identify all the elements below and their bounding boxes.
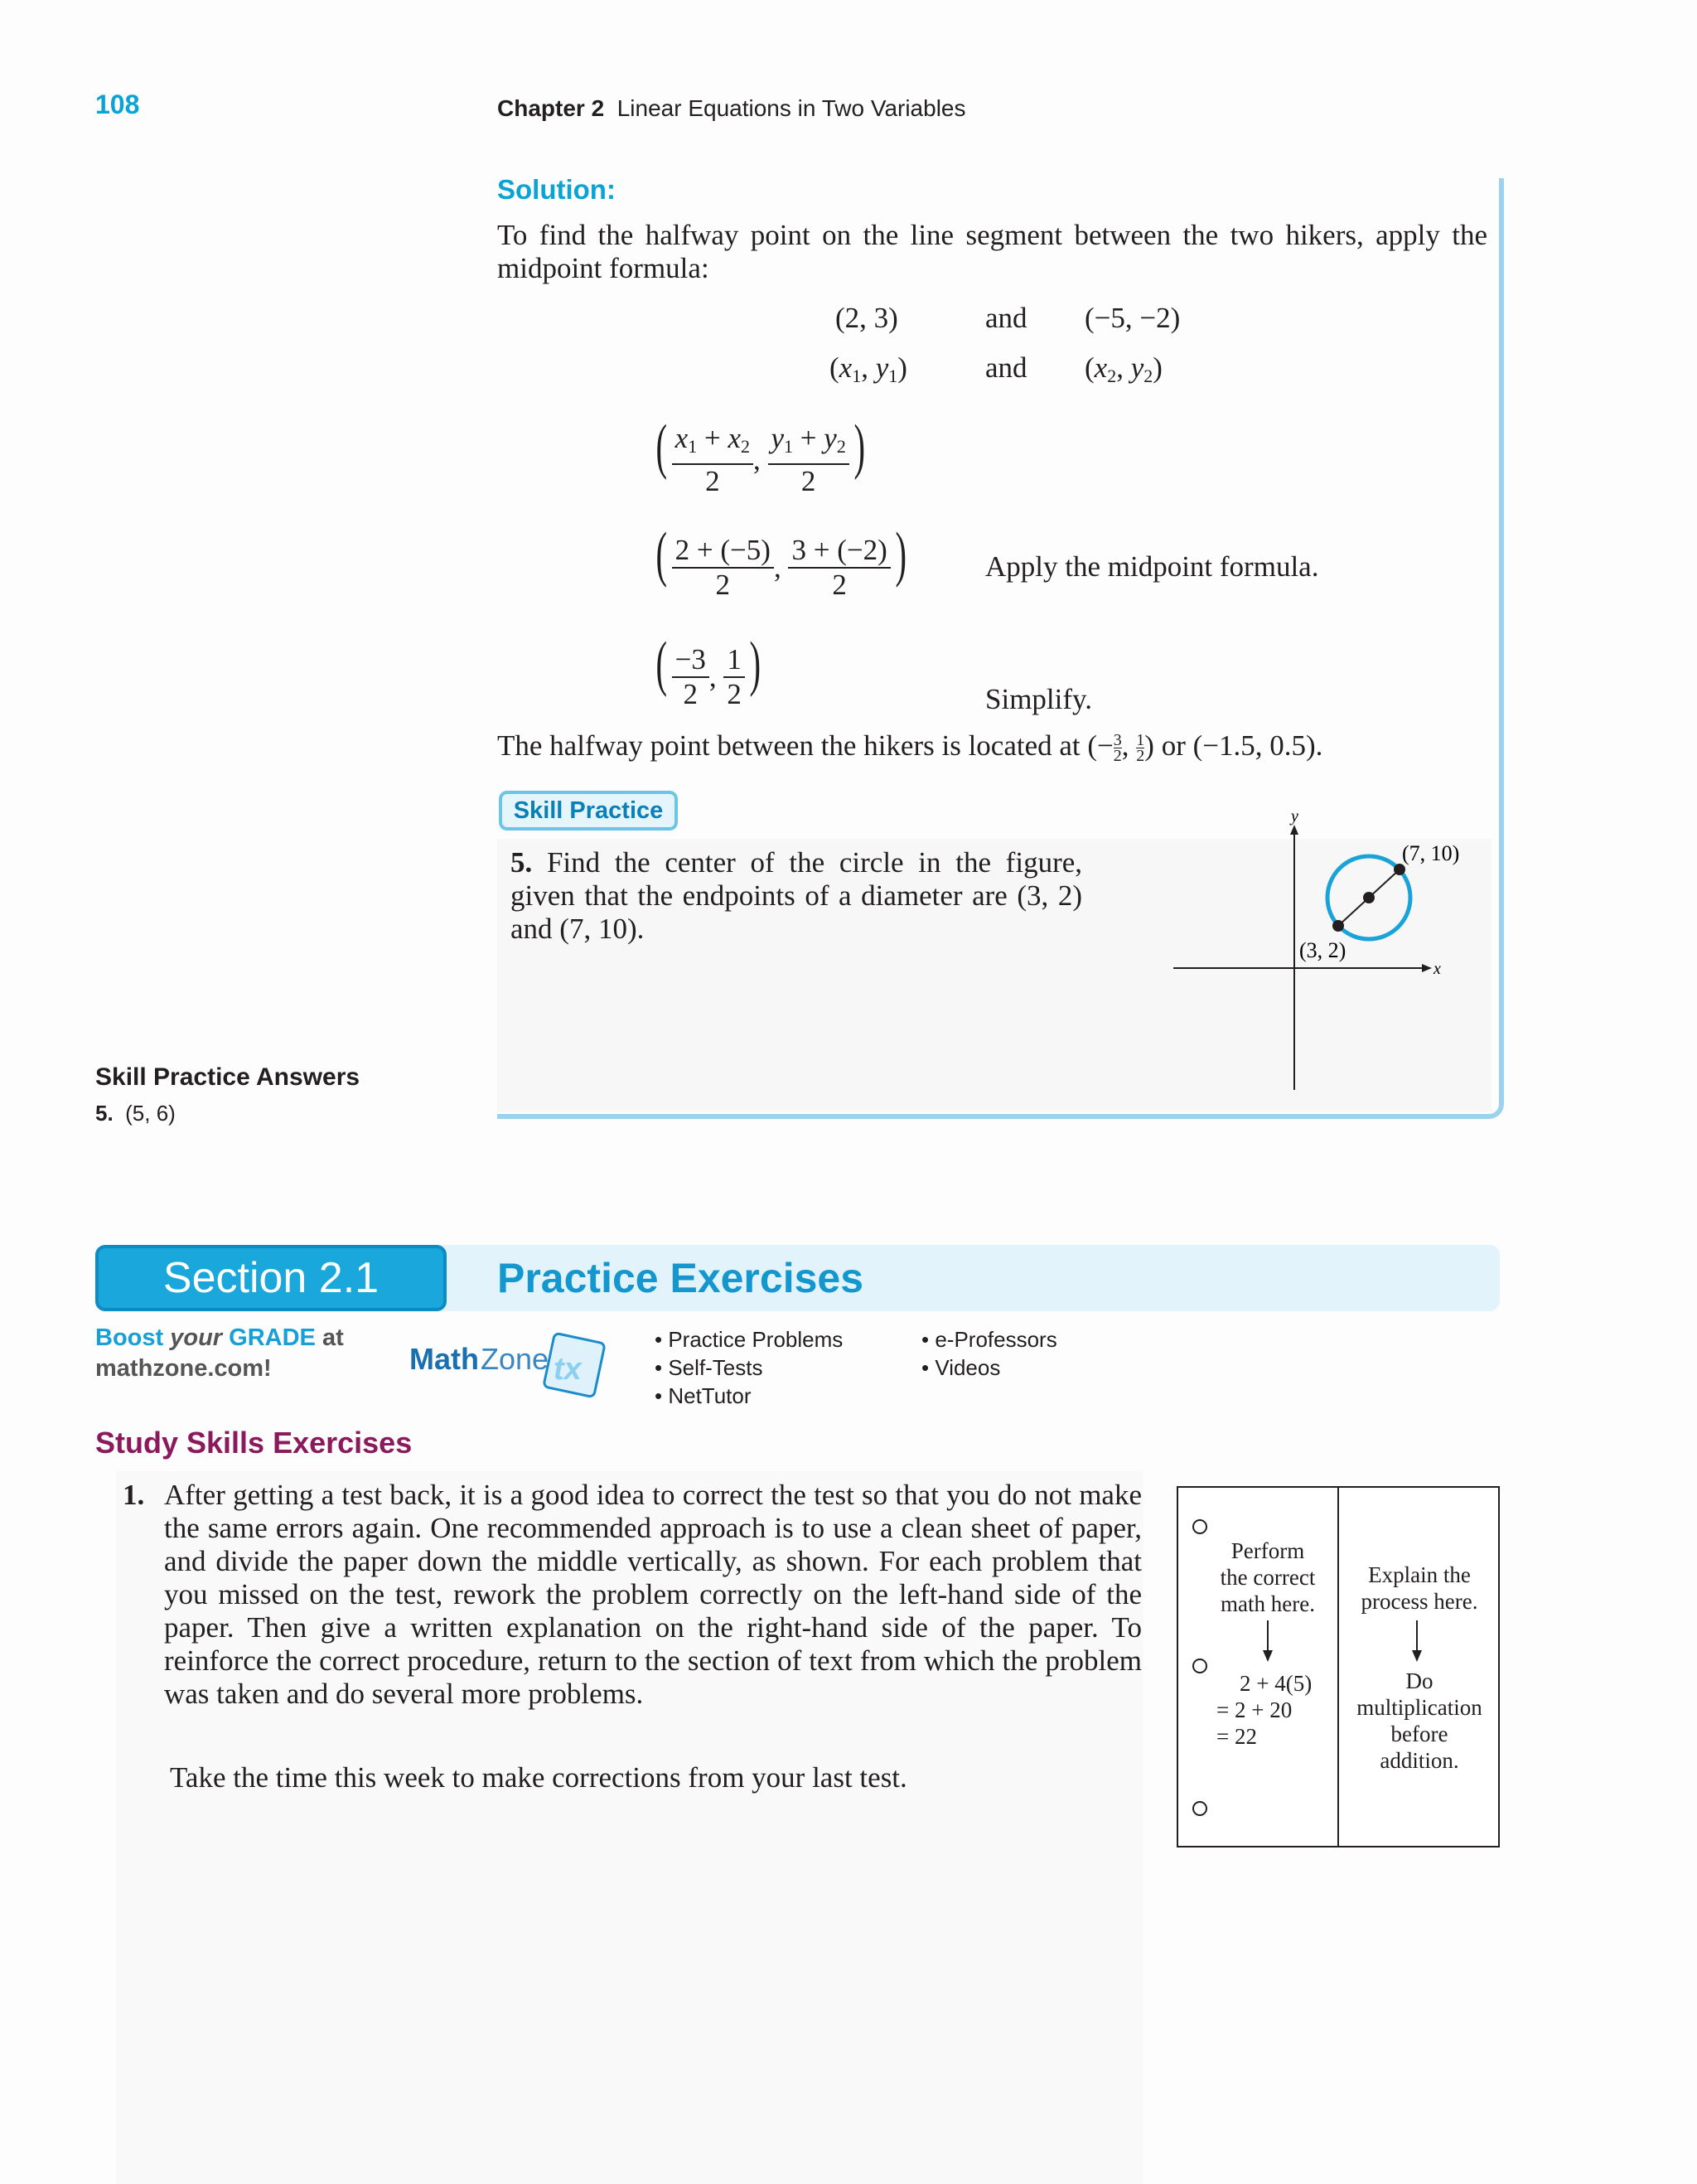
- problem-text: Find the center of the circle in the figure, given that the endpoints of a diameter are (3, 2) and (7, 10).: [510, 846, 1083, 945]
- endpoint-b: [1394, 864, 1405, 875]
- down-arrow-icon: [1259, 1620, 1276, 1662]
- x-axis-arrow-icon: [1422, 964, 1432, 972]
- inline-fraction-one-half: $\frac{1}{2}$: [1136, 731, 1145, 766]
- logo-math-text: Math: [409, 1342, 479, 1376]
- answer-number: 5.: [95, 1101, 114, 1126]
- page-number: 108: [95, 90, 140, 119]
- right-heading-line: process here.: [1361, 1589, 1478, 1614]
- point-a-label: (3, 2): [1299, 938, 1346, 962]
- resource-item[interactable]: • NetTutor: [655, 1383, 752, 1408]
- result-prefix: The halfway point between the hikers is located at: [497, 729, 1081, 762]
- result-decimal: or (−1.5, 0.5).: [1161, 729, 1323, 762]
- boost-grade-text: [95, 1323, 344, 1384]
- explain-line: before: [1390, 1722, 1448, 1746]
- logo-zone-text: Zone: [481, 1342, 549, 1376]
- your-word: your: [170, 1324, 223, 1351]
- explain-line: addition.: [1380, 1748, 1459, 1773]
- left-column-work: [1216, 1670, 1312, 1750]
- punch-hole-icon: [1192, 1519, 1207, 1534]
- center-point: [1363, 892, 1375, 903]
- explain-line: Do: [1405, 1668, 1434, 1693]
- work-line: = 22: [1216, 1724, 1257, 1749]
- skill-practice-answers-heading: Skill Practice Answers: [95, 1063, 360, 1091]
- right-heading-line: Explain the: [1368, 1562, 1471, 1587]
- chapter-heading: [497, 95, 966, 122]
- y-axis-label: y: [1291, 808, 1298, 826]
- exercise-note: Take the time this week to make corrections from your last test.: [170, 1761, 907, 1794]
- solution-intro: To find the halfway point on the line segment between the two hikers, apply the midpoint formula:: [497, 219, 1487, 284]
- and-label-1: and: [985, 302, 1027, 334]
- skill-practice-problem: [510, 846, 1082, 946]
- resource-list-1: [655, 1325, 843, 1410]
- resource-item[interactable]: • e-Professors: [921, 1327, 1057, 1352]
- point-b-label: (7, 10): [1402, 841, 1460, 865]
- resource-list-2: [921, 1325, 1057, 1382]
- chapter-title: Linear Equations in Two Variables: [616, 95, 966, 121]
- resource-item[interactable]: • Practice Problems: [655, 1327, 844, 1352]
- at-word: at: [322, 1324, 344, 1351]
- study-skills-heading: Study Skills Exercises: [95, 1426, 413, 1460]
- punch-hole-icon: [1192, 1801, 1207, 1816]
- paper-divider-line: [1337, 1486, 1339, 1847]
- midpoint-simplified: ( $\frac{-3}{2}$ , $\frac{1}{2}$ ): [655, 630, 761, 710]
- resource-item[interactable]: • Videos: [921, 1355, 1001, 1380]
- exercise-text: After getting a test back, it is a good idea to correct the test so that you do not make the same errors again. One recommended approach is to use a clean sheet of paper, and divide the paper down the middle vertically, as shown. For each problem that you missed on the test, rework the problem correctly on the left-hand side of the paper. Then give a written explanation on the right-hand side of the paper. To reinforce the correct procedure, return to the section of text from which the problem was taken and do several more problems.: [164, 1479, 1142, 1710]
- svg-text:tx: tx: [554, 1352, 582, 1387]
- answer-value: (5, 6): [125, 1101, 176, 1126]
- work-line: = 2 + 20: [1216, 1697, 1293, 1722]
- midpoint-substitution: ( $\frac{2 + (-5)}{2}$ , $\frac{3 + (-2)}{2}$ ): [655, 521, 907, 601]
- inline-fraction-neg-three-halves: $\frac{3}{2}$: [1113, 731, 1122, 766]
- exercise-number: 1.: [123, 1479, 145, 1511]
- problem-number: 5.: [510, 846, 533, 879]
- step-simplify-label: Simplify.: [985, 683, 1092, 715]
- down-arrow-icon: [1409, 1620, 1425, 1662]
- grade-word: GRADE: [229, 1324, 316, 1351]
- left-column-heading: [1206, 1538, 1330, 1617]
- left-heading-line: Perform: [1230, 1538, 1305, 1563]
- skill-practice-tab: Skill Practice: [499, 791, 678, 831]
- work-line: 2 + 4(5): [1240, 1671, 1313, 1696]
- x-axis-label: x: [1434, 960, 1441, 978]
- section-tab: Section 2.1: [95, 1245, 447, 1311]
- point-2-variables: ($x_2$, $y_2$): [1085, 351, 1163, 386]
- right-column-work: [1341, 1668, 1498, 1774]
- section-title: Practice Exercises: [497, 1255, 864, 1301]
- endpoint-a: [1332, 920, 1344, 932]
- solution-label: Solution:: [497, 174, 616, 205]
- point-2: (−5, −2): [1085, 302, 1181, 334]
- point-1-variables: ($x_1$, $y_1$): [829, 351, 907, 386]
- y-axis-arrow-icon: [1290, 825, 1298, 835]
- exercise-1: [123, 1479, 1142, 1711]
- result-sentence: The halfway point between the hikers is located at (− $\frac{3}{2}$ , $\frac{1}{2}$ ) or (−1.5, 0.5).: [497, 729, 1323, 766]
- mathzone-logo-icon: [408, 1329, 615, 1404]
- step-apply-label: Apply the midpoint formula.: [985, 550, 1319, 583]
- right-column-heading: [1344, 1562, 1495, 1615]
- point-1: (2, 3): [835, 302, 898, 334]
- left-heading-line: math here.: [1221, 1591, 1315, 1616]
- explain-line: multiplication: [1356, 1695, 1482, 1720]
- left-heading-line: the correct: [1220, 1565, 1316, 1590]
- mathzone-logo: [408, 1329, 615, 1408]
- chapter-label: Chapter 2: [497, 95, 605, 121]
- midpoint-formula: ( $\frac{x_1 + x_2}{2}$ , $\frac{y_1 + y_2}{2}$ ): [655, 413, 865, 497]
- boost-word: Boost: [95, 1324, 164, 1351]
- skill-practice-answer: [95, 1101, 176, 1126]
- circle-diagram: [1160, 808, 1492, 1090]
- and-label-2: and: [985, 351, 1027, 384]
- resource-item[interactable]: • Self-Tests: [655, 1355, 763, 1380]
- mathzone-url[interactable]: mathzone.com!: [95, 1355, 272, 1382]
- punch-hole-icon: [1192, 1659, 1207, 1673]
